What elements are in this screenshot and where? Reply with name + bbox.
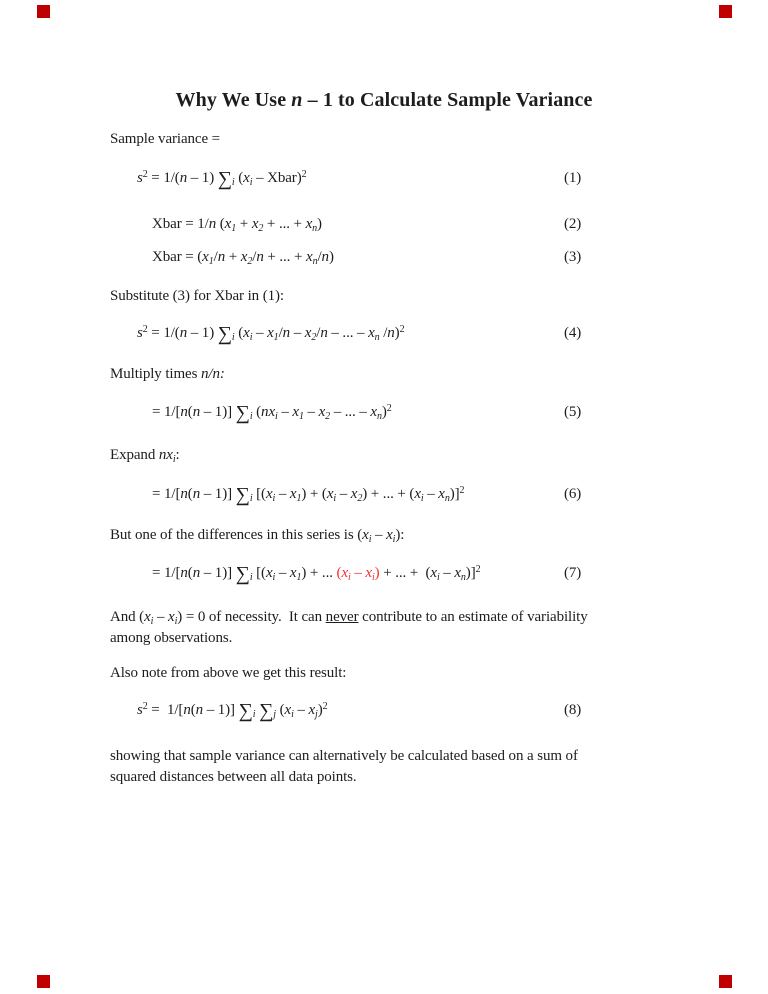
text-run: i xyxy=(249,177,253,188)
text-run: n xyxy=(183,702,191,718)
text-run: [( xyxy=(252,565,266,581)
block-content xyxy=(110,607,588,649)
block-content xyxy=(152,484,464,505)
text-run: Sample variance = xyxy=(110,131,221,147)
text-run: s xyxy=(137,702,143,718)
text-run: 2 xyxy=(301,169,307,180)
text-run: 2 xyxy=(142,169,148,180)
text-run: ( xyxy=(187,486,193,502)
text-run: contribute to an estimate of variability xyxy=(358,609,588,625)
block-content xyxy=(152,402,392,423)
text-run: x xyxy=(454,565,461,581)
text-run: x xyxy=(341,565,348,581)
text-run: )] xyxy=(465,565,476,581)
text-run: x xyxy=(243,325,250,341)
block-content xyxy=(110,525,404,546)
summation-symbol: ∑ xyxy=(235,402,250,424)
text-run: i xyxy=(420,493,424,504)
text-run: i xyxy=(291,709,294,720)
corner-marker-top-left xyxy=(37,5,50,18)
text-run: ) + ... xyxy=(301,565,337,581)
equation-eq2 xyxy=(0,214,768,235)
text-run: n xyxy=(195,702,204,718)
text-run: x xyxy=(430,565,437,581)
equation-number: (7) xyxy=(564,565,582,581)
text-run: i xyxy=(436,572,440,583)
text-run: i xyxy=(368,534,372,545)
summation-symbol: ∑ xyxy=(235,484,250,506)
text-run: n xyxy=(460,572,466,583)
text-run: = 1/[ xyxy=(147,702,184,718)
text-run: x xyxy=(326,486,334,502)
text-run: s xyxy=(137,325,143,341)
text-run: ( xyxy=(187,404,193,420)
text-run: And ( xyxy=(110,609,145,625)
text-run: x xyxy=(438,486,445,502)
summation-symbol: ∑ xyxy=(235,563,250,585)
summation-symbol: ∑ xyxy=(217,323,232,345)
text-run: ) xyxy=(394,325,400,341)
block-content xyxy=(110,445,180,466)
text-run: – xyxy=(439,565,455,581)
text-run: Multiply times xyxy=(110,366,202,382)
text-run: – 1) xyxy=(187,325,218,341)
text-run: – 1 to Calculate Sample Variance xyxy=(302,89,593,111)
text-run: 2 xyxy=(357,493,363,504)
text-run xyxy=(337,565,380,581)
text-run: – xyxy=(277,404,293,420)
text-run: nx xyxy=(158,447,173,463)
text-run: n xyxy=(282,325,291,341)
text-run: 2 xyxy=(258,223,264,234)
text-run: i xyxy=(249,332,253,343)
text-run: s xyxy=(137,170,143,186)
text-run: Xbar = 1/ xyxy=(152,216,209,232)
text-run: / xyxy=(278,325,283,341)
block-content xyxy=(110,663,346,684)
text-run: never xyxy=(325,609,359,625)
text-run: ( xyxy=(234,325,244,341)
text-run: ( xyxy=(252,404,262,420)
text-run: n xyxy=(376,411,382,422)
text-run: n xyxy=(180,404,188,420)
equation-eq4 xyxy=(0,323,768,344)
text-run: – 1)] xyxy=(200,404,236,420)
text-run: n xyxy=(374,332,380,343)
text-run: – 1)] xyxy=(200,486,236,502)
text-run: n xyxy=(312,256,318,267)
text-run: : xyxy=(175,447,180,463)
text-run: i xyxy=(333,493,337,504)
text-run: + xyxy=(236,216,252,232)
text-run: 2 xyxy=(325,411,331,422)
text-run: – 1) xyxy=(187,170,218,186)
text-run: ) = 0 of necessity. It can xyxy=(177,609,326,625)
text-run: x xyxy=(224,216,232,232)
text-run: / xyxy=(379,325,388,341)
text-run: / xyxy=(317,249,322,265)
text-run: 1 xyxy=(296,572,302,583)
corner-marker-top-right xyxy=(719,5,732,18)
text-run: [( xyxy=(252,486,266,502)
text-run: x xyxy=(386,527,393,543)
text-run: x xyxy=(308,702,316,718)
text-run: i xyxy=(252,709,256,720)
text-run: ) + ( xyxy=(301,486,327,502)
text-run: Also note from above we get this result: xyxy=(110,665,347,681)
paragraph-butone xyxy=(0,525,768,546)
text-run: x xyxy=(251,216,259,232)
text-run: n xyxy=(321,249,329,265)
corner-marker-bottom-left xyxy=(37,975,50,988)
text-run: n xyxy=(180,486,188,502)
text-run: Why We Use xyxy=(175,89,292,111)
text-run: x xyxy=(305,216,313,232)
text-run: j xyxy=(273,709,276,720)
block-content xyxy=(110,286,284,307)
text-run: = 1/( xyxy=(147,325,180,341)
text-run: n xyxy=(444,493,450,504)
text-run: i xyxy=(174,616,178,627)
text-run: x xyxy=(350,486,358,502)
summation-symbol: ∑ xyxy=(259,700,274,722)
text-run: x xyxy=(365,565,372,581)
text-run: 2 xyxy=(142,324,148,335)
text-run: ) + ... + ( xyxy=(362,486,415,502)
block-content xyxy=(110,746,578,788)
text-run: n xyxy=(192,404,201,420)
text-run: i xyxy=(272,572,276,583)
text-run: j xyxy=(315,709,318,720)
text-run: – 1)] xyxy=(200,565,236,581)
text-run: n xyxy=(320,325,328,341)
block-content xyxy=(137,323,404,344)
text-run: = 1/[ xyxy=(152,565,181,581)
page-title xyxy=(0,87,768,113)
text-run: ( xyxy=(336,565,342,581)
text-run: / xyxy=(316,325,321,341)
text-run: n xyxy=(192,486,201,502)
text-run: x xyxy=(265,565,273,581)
text-run: x xyxy=(362,527,369,543)
text-run: n xyxy=(192,565,201,581)
text-run: Xbar = ( xyxy=(152,249,203,265)
text-run: 1 xyxy=(208,256,214,267)
text-run: – xyxy=(371,527,387,543)
block-content xyxy=(110,364,225,385)
paragraph-showing xyxy=(0,746,768,788)
paragraph-necessity xyxy=(0,607,768,649)
text-run: n xyxy=(179,170,188,186)
text-run: i xyxy=(249,411,253,422)
text-run: – ... – xyxy=(327,325,369,341)
block-content xyxy=(110,129,220,150)
text-run: )] xyxy=(449,486,460,502)
paragraph-expand xyxy=(0,445,768,466)
text-run: 2 xyxy=(247,256,253,267)
summation-symbol: ∑ xyxy=(217,168,232,190)
text-run: n xyxy=(180,565,188,581)
text-run: – xyxy=(275,486,290,502)
text-run: 1 xyxy=(298,411,304,422)
equation-eq5 xyxy=(0,402,768,423)
text-run: x xyxy=(168,609,175,625)
text-run: – 1)] xyxy=(203,702,239,718)
text-run: – xyxy=(350,565,366,581)
text-run: – xyxy=(303,404,319,420)
text-run: x xyxy=(318,404,326,420)
text-run: + ... + xyxy=(263,216,306,232)
text-run: x xyxy=(370,404,377,420)
text-run: i xyxy=(231,332,235,343)
text-run: 2 xyxy=(475,564,481,575)
text-run: x xyxy=(304,325,312,341)
text-run: n/n: xyxy=(201,366,225,382)
equation-number: (6) xyxy=(564,486,582,502)
text-run: i xyxy=(172,454,176,465)
text-run: i xyxy=(272,493,276,504)
text-run: showing that sample variance can alternatively be calculated based on a sum of xyxy=(110,748,578,764)
text-run: i xyxy=(371,572,375,583)
equation-eq8 xyxy=(0,700,768,721)
text-run: ( xyxy=(190,702,196,718)
text-run: ): xyxy=(395,527,405,543)
text-run: i xyxy=(249,572,253,583)
equation-eq7 xyxy=(0,563,768,584)
text-run: = 1/( xyxy=(147,170,180,186)
text-run: x xyxy=(292,404,299,420)
block-content xyxy=(152,214,322,235)
block-content xyxy=(137,700,328,721)
text-run: + xyxy=(225,249,241,265)
paragraph-alsonote xyxy=(0,663,768,684)
text-run: x xyxy=(289,565,297,581)
text-run: i xyxy=(275,411,278,422)
text-run: But one of the differences in this series is ( xyxy=(110,527,363,543)
text-run: + ... + xyxy=(263,249,306,265)
text-run: n xyxy=(256,249,264,265)
text-run: 2 xyxy=(322,701,328,712)
text-run: Substitute (3) for Xbar in (1): xyxy=(110,288,284,304)
text-run: 1 xyxy=(296,493,302,504)
corner-marker-bottom-right xyxy=(719,975,732,988)
text-run: 2 xyxy=(399,324,405,335)
summation-symbol: ∑ xyxy=(238,700,253,722)
equation-eq1 xyxy=(0,168,768,189)
text-run: x xyxy=(144,609,151,625)
paragraph-substitute xyxy=(0,286,768,307)
paragraph-intro xyxy=(0,129,768,150)
text-run: x xyxy=(284,702,292,718)
text-run: i xyxy=(231,177,235,188)
text-run: ) xyxy=(374,565,380,581)
text-run: – Xbar) xyxy=(252,170,302,186)
equation-number: (5) xyxy=(564,404,582,420)
text-run: x xyxy=(267,325,274,341)
text-run: nx xyxy=(261,404,276,420)
text-run: = 1/[ xyxy=(152,486,181,502)
text-run: 1 xyxy=(273,332,279,343)
text-run: – xyxy=(275,565,290,581)
text-run: / xyxy=(213,249,218,265)
text-run: ) xyxy=(381,404,387,420)
paragraph-multiply xyxy=(0,364,768,385)
equation-number: (1) xyxy=(564,170,582,186)
equation-number: (4) xyxy=(564,325,582,341)
equation-eq6 xyxy=(0,484,768,505)
text-run: i xyxy=(348,572,351,583)
text-run: x xyxy=(306,249,313,265)
text-run: i xyxy=(150,616,154,627)
text-run: x xyxy=(289,486,297,502)
text-run: x xyxy=(240,249,248,265)
text-run: 2 xyxy=(311,332,317,343)
text-run: ( xyxy=(216,216,225,232)
text-run: – xyxy=(293,702,309,718)
text-run: i xyxy=(249,493,253,504)
text-run: squared distances between all data points. xyxy=(110,769,357,785)
text-run: – ... – xyxy=(330,404,371,420)
text-run: n xyxy=(312,223,318,234)
text-run: ( xyxy=(275,702,285,718)
text-run: = 1/[ xyxy=(152,404,181,420)
equation-eq3 xyxy=(0,247,768,268)
text-run: 2 xyxy=(142,701,148,712)
block-content xyxy=(152,563,481,584)
text-run: x xyxy=(243,170,250,186)
text-run: x xyxy=(414,486,421,502)
equation-number: (8) xyxy=(564,702,582,718)
text-run: + ... + ( xyxy=(379,565,431,581)
text-run: x xyxy=(368,325,375,341)
text-run: x xyxy=(265,486,273,502)
equation-number: (2) xyxy=(564,216,582,232)
text-run: Expand xyxy=(110,447,159,463)
text-run: – xyxy=(290,325,305,341)
text-run: – xyxy=(252,325,268,341)
text-run: ( xyxy=(234,170,244,186)
text-run: ) xyxy=(328,249,334,265)
text-run: ) xyxy=(317,702,323,718)
text-run: – xyxy=(423,486,439,502)
text-run: / xyxy=(252,249,257,265)
equation-number: (3) xyxy=(564,249,582,265)
text-run: ) xyxy=(317,216,322,232)
text-run: 2 xyxy=(386,403,392,414)
block-content xyxy=(152,247,334,268)
text-run: n xyxy=(217,249,226,265)
text-run: 2 xyxy=(459,485,465,496)
text-run: – xyxy=(153,609,169,625)
block-content xyxy=(137,168,307,189)
text-run: n xyxy=(179,325,188,341)
text-run: n xyxy=(208,216,217,232)
text-run: – xyxy=(336,486,351,502)
text-run: n xyxy=(387,325,395,341)
text-run: 1 xyxy=(231,223,237,234)
text-run: ( xyxy=(187,565,193,581)
text-run: x xyxy=(202,249,209,265)
text-run: among observations. xyxy=(110,630,233,646)
text-run: i xyxy=(392,534,396,545)
text-run: n xyxy=(291,89,303,111)
